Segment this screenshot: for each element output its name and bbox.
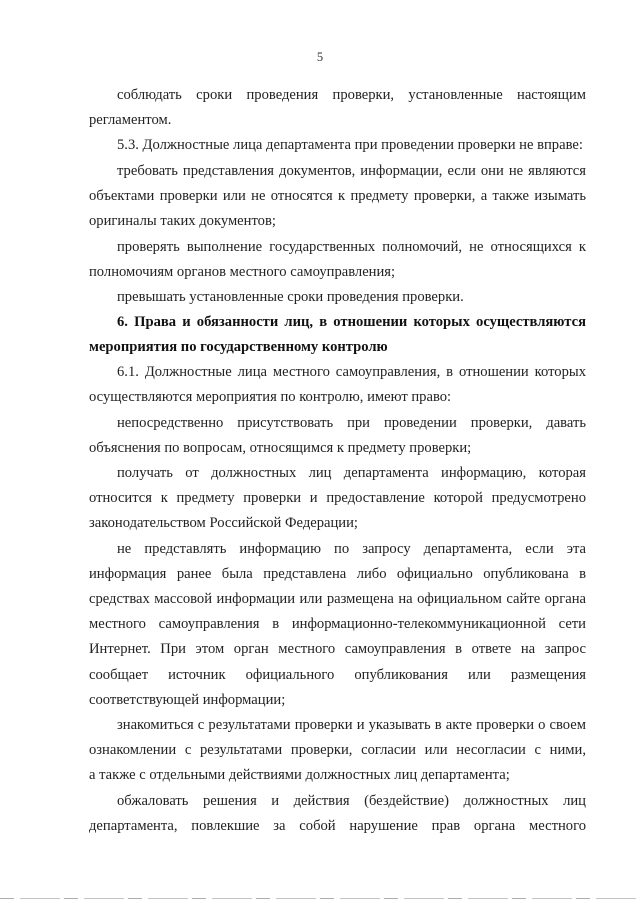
text-line: объектами проверки или не относятся к предмету проверки, а также изымать xyxy=(89,188,586,204)
section-heading: 6. Права и обязанности лиц, в отношении которых осуществляются xyxy=(117,314,586,330)
text-line: а также с отдельными действиями должностных лиц департамента; xyxy=(89,767,510,783)
text-line: полномочиям органов местного самоуправления; xyxy=(89,264,396,280)
text-line: законодательством Российской Федерации; xyxy=(89,515,358,531)
text-line: относится к предмету проверки и предоставление которой предусмотрено xyxy=(89,490,586,506)
text-line: осуществляются мероприятия по контролю, имеют право: xyxy=(89,389,452,405)
text-line: оригиналы таких документов; xyxy=(89,213,276,229)
text-line: средствах массовой информации или размещена на официальном сайте органа xyxy=(89,591,586,607)
text-line: соблюдать сроки проведения проверки, установленные настоящим xyxy=(117,87,586,103)
text-line: 5.3. Должностные лица департамента при проведении проверки не вправе: xyxy=(117,137,583,153)
text-line: требовать представления документов, информации, если они не являются xyxy=(117,163,586,179)
section-heading-cont: мероприятия по государственному контролю xyxy=(89,339,388,355)
page-number: 5 xyxy=(316,50,324,64)
text-line: превышать установленные сроки проведения проверки. xyxy=(117,289,464,305)
text-line: 6.1. Должностные лица местного самоуправления, в отношении которых xyxy=(117,364,586,380)
text-line: местного самоуправления в информационно-телекоммуникационной сети xyxy=(89,616,586,632)
text-line: объяснения по вопросам, относящимся к предмету проверки; xyxy=(89,440,472,456)
text-line: непосредственно присутствовать при проведении проверки, давать xyxy=(117,415,586,431)
scan-edge-line xyxy=(0,898,640,899)
text-line: получать от должностных лиц департамента информацию, которая xyxy=(117,465,586,481)
text-line: департамента, повлекшие за собой нарушение прав органа местного xyxy=(89,818,586,834)
text-line: обжаловать решения и действия (бездействие) должностных лиц xyxy=(117,793,586,809)
text-line: ознакомлении с результатами проверки, согласии или несогласии с ними, xyxy=(89,742,586,758)
text-line: регламентом. xyxy=(89,112,172,128)
text-line: знакомиться с результатами проверки и указывать в акте проверки о своем xyxy=(117,717,586,733)
text-line: Интернет. При этом орган местного самоуправления в ответе на запрос xyxy=(89,641,586,657)
text-line: сообщает источник официального опубликования или размещения xyxy=(89,667,586,683)
text-line: информация ранее была представлена либо официально опубликована в xyxy=(89,566,586,582)
text-line: проверять выполнение государственных полномочий, не относящихся к xyxy=(117,239,586,255)
text-line: не представлять информацию по запросу департамента, если эта xyxy=(117,541,586,557)
text-line: соответствующей информации; xyxy=(89,692,286,708)
